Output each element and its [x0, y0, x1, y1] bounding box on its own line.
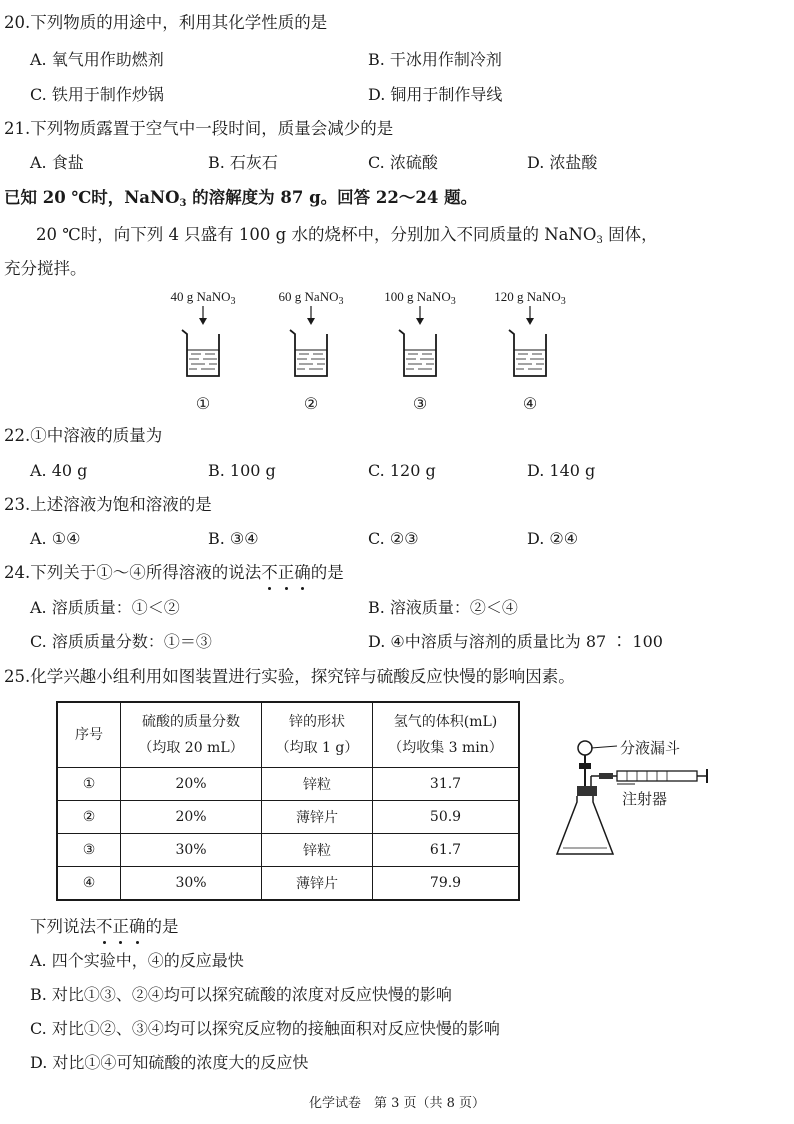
beaker-label: 40 g NaNO$_3$	[170, 289, 236, 307]
q20-option-d: D. 铜用于制作导线	[368, 85, 503, 104]
table-row	[57, 834, 519, 867]
q23-option-c: C. ②③	[368, 529, 419, 548]
emphasis-dot-char: 正	[277, 563, 295, 582]
q21-option-a: A. 食盐	[30, 153, 84, 172]
emphasis-dot-char: 确	[294, 563, 311, 582]
q24-option-c: C. 溶质质量分数：①＝③	[30, 632, 212, 651]
beaker-icon	[375, 304, 465, 384]
table-row	[57, 867, 519, 901]
beaker-icon	[158, 304, 248, 384]
beaker-label: 60 g NaNO$_3$	[278, 289, 344, 307]
table-cell: 薄锌片	[262, 867, 373, 901]
q20-option-a: A. 氧气用作助燃剂	[30, 50, 164, 69]
table-cell: 锌粒	[262, 768, 373, 801]
table-cell: ④	[57, 867, 121, 901]
emphasis-dot-char: 确	[129, 917, 146, 936]
page-footer: 化学试卷 第 3 页（共 8 页）	[308, 1096, 486, 1111]
beaker-label: 100 g NaNO$_3$	[384, 289, 456, 307]
intro-setup: 20 ℃时，向下列 4 只盛有 100 g 水的烧杯中，分别加入不同质量的 NaNO$_3$ 固体，	[36, 225, 658, 246]
table-cell: 61.7	[373, 834, 520, 867]
beaker-number: ③	[412, 394, 428, 413]
q25-option-d: D. 对比①④可知硫酸的浓度大的反应快	[30, 1053, 309, 1072]
table-header-cell: 硫酸的质量分数 （均取 20 mL）	[121, 702, 262, 768]
beaker-number: ④	[522, 394, 538, 413]
q24-option-d: D. ④中溶质与溶剂的质量比为 87 ∶ 100	[368, 632, 663, 651]
table-cell: 薄锌片	[262, 801, 373, 834]
q24-option-a: A. 溶质质量：①＜②	[30, 598, 180, 617]
experiment-table	[56, 701, 520, 901]
table-cell: ③	[57, 834, 121, 867]
table-cell: 锌粒	[262, 834, 373, 867]
emphasis-dot-char: 正	[112, 917, 129, 936]
q22-option-a: A. 40 g	[30, 461, 88, 480]
funnel-label: 分液漏斗	[620, 739, 681, 757]
table-cell: 20%	[121, 801, 262, 834]
q24-stem: 24.下列关于①～④所得溶液的说法不正确的是	[4, 563, 344, 582]
q23-option-d: D. ②④	[527, 529, 579, 548]
q23-option-b: B. ③④	[208, 529, 259, 548]
intro-setup-cont: 充分搅拌。	[4, 259, 87, 278]
q25-stem: 25.化学兴趣小组利用如图装置进行实验，探究锌与硫酸反应快慢的影响因素。	[4, 667, 575, 686]
table-cell: 30%	[121, 867, 262, 901]
table-header-cell: 锌的形状 （均取 1 g）	[262, 702, 373, 768]
beaker-4	[485, 286, 575, 416]
table-header-cell: 氢气的体积(mL) （均收集 3 min）	[373, 702, 520, 768]
beaker-number: ①	[195, 394, 211, 413]
table-header-cell: 序号	[57, 702, 121, 768]
beaker-number: ②	[303, 394, 319, 413]
table-cell: ②	[57, 801, 121, 834]
q20-option-b: B. 干冰用作制冷剂	[368, 50, 502, 69]
q20-stem: 20.下列物质的用途中，利用其化学性质的是	[4, 13, 328, 32]
beaker-icon	[485, 304, 575, 384]
emphasis-dot-char: 不	[261, 563, 278, 582]
q21-option-d: D. 浓盐酸	[527, 153, 598, 172]
table-cell: ①	[57, 768, 121, 801]
table-cell: 31.7	[373, 768, 520, 801]
table-header-row	[57, 702, 519, 768]
q25-substem: 下列说法不正确的是	[30, 917, 179, 936]
q25-option-a: A. 四个实验中，④的反应最快	[30, 951, 244, 970]
q21-option-c: C. 浓硫酸	[368, 153, 438, 172]
q23-stem: 23.上述溶液为饱和溶液的是	[4, 495, 212, 514]
table-cell: 30%	[121, 834, 262, 867]
q22-option-d: D. 140 g	[527, 461, 596, 480]
q20-option-c: C. 铁用于制作炒锅	[30, 85, 164, 104]
emphasis-dot-char: 不	[96, 917, 113, 936]
beaker-2	[266, 286, 356, 416]
q25-option-b: B. 对比①③、②④均可以探究硫酸的浓度对反应快慢的影响	[30, 985, 452, 1004]
table-row	[57, 801, 519, 834]
intro-known: 已知 20 ℃时，NaNO$_3$ 的溶解度为 87 g。回答 22～24 题。	[4, 188, 478, 209]
beaker-icon	[266, 304, 356, 384]
q21-option-b: B. 石灰石	[208, 153, 278, 172]
beaker-label: 120 g NaNO$_3$	[494, 289, 566, 307]
table-cell: 20%	[121, 768, 262, 801]
table-cell: 50.9	[373, 801, 520, 834]
q22-option-c: C. 120 g	[368, 461, 436, 480]
syringe-label: 注射器	[622, 790, 668, 808]
q24-option-b: B. 溶液质量：②＜④	[368, 598, 518, 617]
beaker-1	[158, 286, 248, 416]
table-cell: 79.9	[373, 867, 520, 901]
q22-option-b: B. 100 g	[208, 461, 276, 480]
table-row	[57, 768, 519, 801]
q21-stem: 21.下列物质露置于空气中一段时间，质量会减少的是	[4, 119, 394, 138]
beaker-3	[375, 286, 465, 416]
q25-option-c: C. 对比①②、③④均可以探究反应物的接触面积对反应快慢的影响	[30, 1019, 500, 1038]
q22-stem: 22.①中溶液的质量为	[4, 426, 163, 445]
q23-option-a: A. ①④	[30, 529, 81, 548]
